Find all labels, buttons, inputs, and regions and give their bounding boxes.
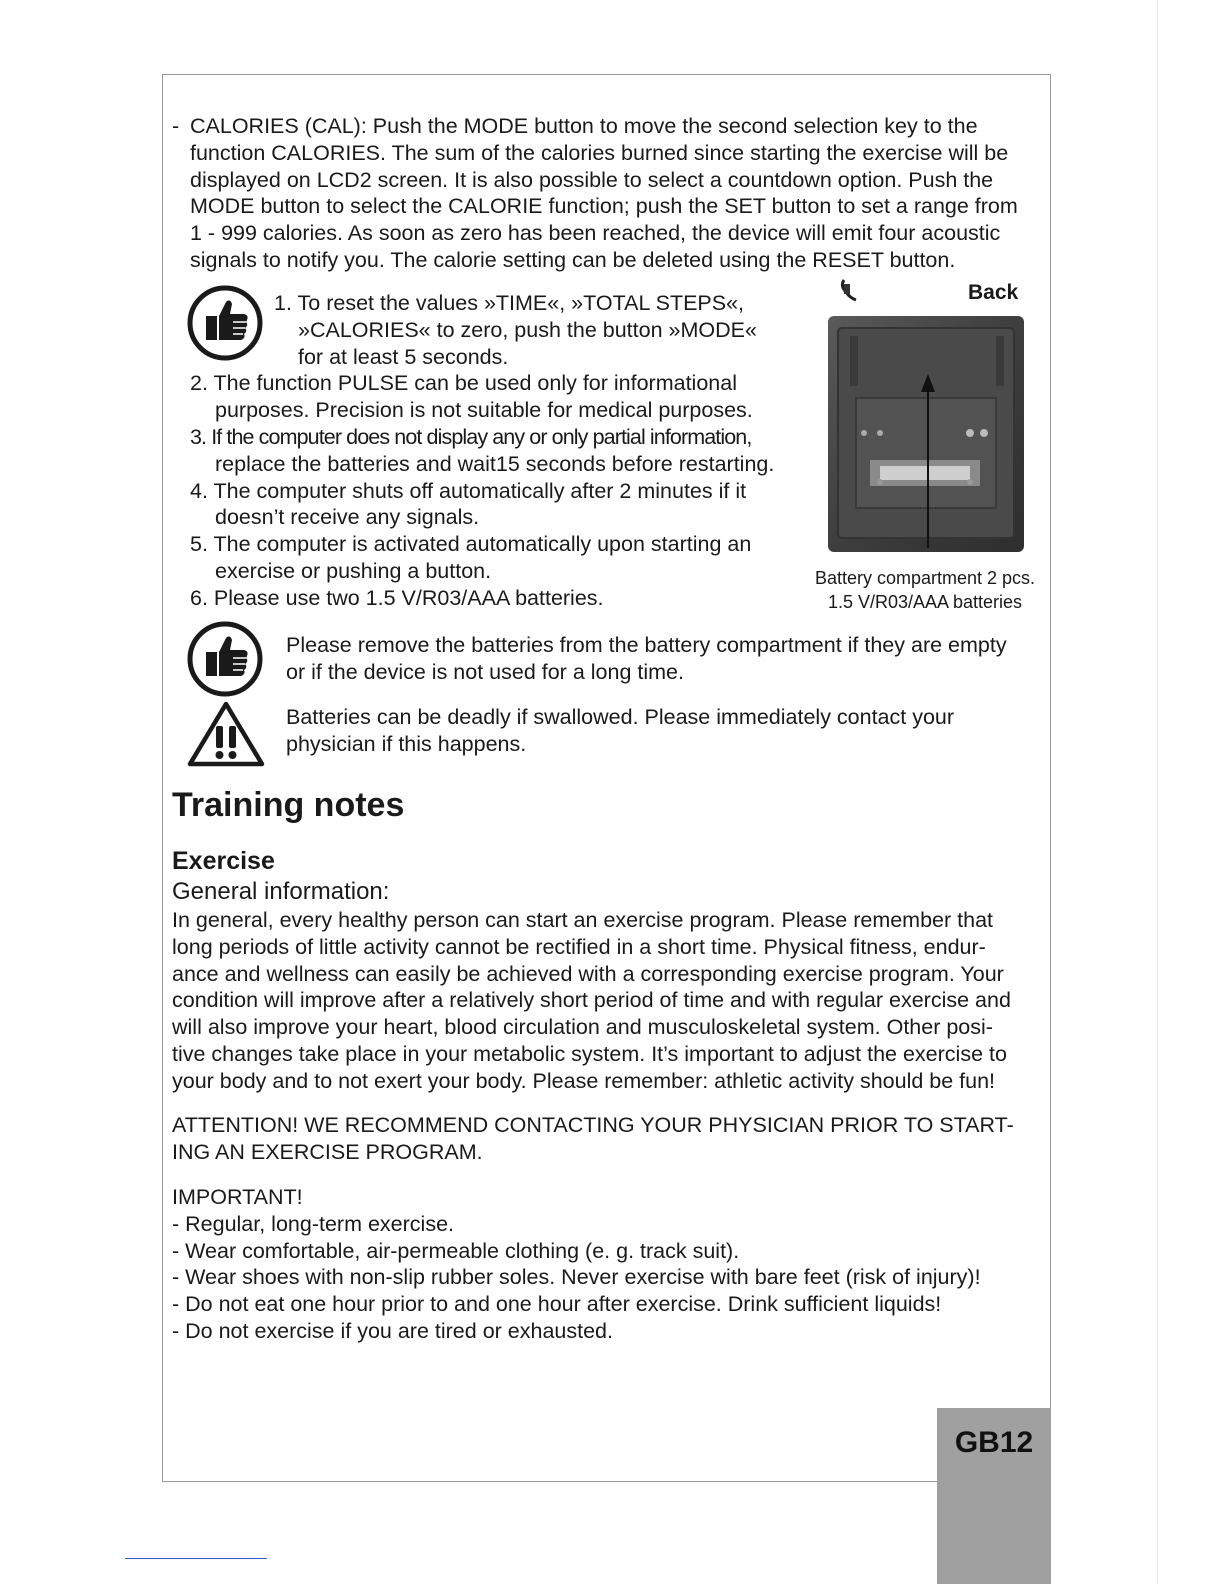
text-line: MODE button to select the CALORIE function; push the SET button to set a range from bbox=[190, 194, 1018, 219]
page-edge-rule bbox=[1157, 0, 1158, 1584]
text-line: 1 - 999 calories. As soon as zero has been reached, the device will emit four acoustic bbox=[190, 221, 1001, 246]
important-title: IMPORTANT! bbox=[172, 1185, 303, 1209]
section-subtitle: Exercise bbox=[172, 847, 275, 875]
thumbs-up-icon bbox=[186, 620, 264, 698]
calories-paragraph bbox=[172, 113, 1018, 274]
list-item: 6. Please use two 1.5 V/R03/AAA batteries. bbox=[190, 585, 604, 610]
warning-note bbox=[286, 704, 954, 758]
list-item: - Wear comfortable, air-permeable clothing (e. g. track suit). bbox=[172, 1238, 740, 1263]
battery-compartment-photo bbox=[820, 278, 1030, 558]
section-title: Training notes bbox=[172, 786, 405, 824]
list-item: - Wear shoes with non-slip rubber soles. Never exercise with bare feet (risk of injury)! bbox=[172, 1265, 981, 1290]
list-item-continuation: »CALORIES« to zero, push the button »MODE« bbox=[298, 317, 757, 342]
list-item: 2. The function PULSE can be used only for informational bbox=[190, 371, 737, 396]
list-item: 1. To reset the values »TIME«, »TOTAL STEPS«, bbox=[274, 291, 745, 315]
text-line: signals to notify you. The calorie setting can be deleted using the RESET button. bbox=[190, 247, 956, 272]
text-line: -CALORIES (CAL): Push the MODE button to move the second selection key to the bbox=[172, 114, 978, 138]
important-list bbox=[172, 1184, 981, 1345]
figure-caption: Battery compartment 2 pcs. bbox=[814, 568, 1036, 588]
notes-list bbox=[190, 290, 774, 612]
text-line: In general, every healthy person can start an exercise program. Please remember that bbox=[172, 908, 993, 932]
text-line: physician if this happens. bbox=[286, 731, 527, 756]
page-number-tab bbox=[937, 1408, 1051, 1584]
text-line: Batteries can be deadly if swallowed. Please immediately contact your bbox=[286, 705, 955, 729]
text-line: tive changes take place in your metabolic system. It’s important to adjust the exercise to bbox=[172, 1041, 1007, 1066]
text-line: condition will improve after a relatively short period of time and with regular exercise and bbox=[172, 988, 1011, 1013]
list-item-continuation: for at least 5 seconds. bbox=[298, 344, 509, 369]
text-line: long periods of little activity cannot be rectified in a short time. Physical fitness, endur- bbox=[172, 934, 986, 959]
text-line: function CALORIES. The sum of the calories burned since starting the exercise will be bbox=[190, 140, 1009, 165]
general-info-paragraph bbox=[172, 907, 1011, 1095]
text-line: ance and wellness can easily be achieved with a corresponding exercise program. Your bbox=[172, 961, 1004, 986]
list-item-continuation: purposes. Precision is not suitable for medical purposes. bbox=[215, 398, 753, 423]
list-item: 3. If the computer does not display any or only partial information, bbox=[190, 424, 752, 449]
list-item: - Do not exercise if you are tired or exhausted. bbox=[172, 1318, 613, 1343]
list-item-continuation: doesn’t receive any signals. bbox=[215, 505, 480, 530]
list-item-continuation: exercise or pushing a button. bbox=[215, 558, 492, 583]
text-line: ATTENTION! WE RECOMMEND CONTACTING YOUR PHYSICIAN PRIOR TO START- bbox=[172, 1113, 1014, 1137]
text-line: or if the device is not used for a long time. bbox=[286, 659, 684, 684]
section-subsubtitle: General information: bbox=[172, 878, 390, 905]
warning-triangle-icon bbox=[186, 700, 266, 768]
text-line: ING AN EXERCISE PROGRAM. bbox=[172, 1139, 483, 1164]
footer-link-underline[interactable] bbox=[125, 1558, 267, 1559]
page-number: GB12 bbox=[954, 1426, 1034, 1459]
list-item: 5. The computer is activated automatically upon starting an bbox=[190, 532, 752, 557]
text-line: your body and to not exert your body. Please remember: athletic activity should be fun! bbox=[172, 1068, 996, 1093]
text-line: displayed on LCD2 screen. It is also possible to select a countdown option. Push the bbox=[190, 167, 994, 192]
text-line: Please remove the batteries from the battery compartment if they are empty bbox=[286, 633, 1007, 657]
list-item: - Regular, long-term exercise. bbox=[172, 1211, 454, 1236]
text-line: will also improve your heart, blood circulation and musculoskeletal system. Other posi- bbox=[172, 1015, 993, 1040]
figure-label: Back bbox=[968, 281, 1019, 304]
list-item: 4. The computer shuts off automatically after 2 minutes if it bbox=[190, 478, 747, 503]
battery-note bbox=[286, 632, 1007, 686]
attention-paragraph bbox=[172, 1112, 1014, 1166]
list-item-continuation: replace the batteries and wait15 seconds before restarting. bbox=[215, 451, 775, 476]
list-item: - Do not eat one hour prior to and one hour after exercise. Drink sufficient liquids! bbox=[172, 1292, 942, 1317]
figure-caption: 1.5 V/R03/AAA batteries bbox=[827, 592, 1023, 612]
